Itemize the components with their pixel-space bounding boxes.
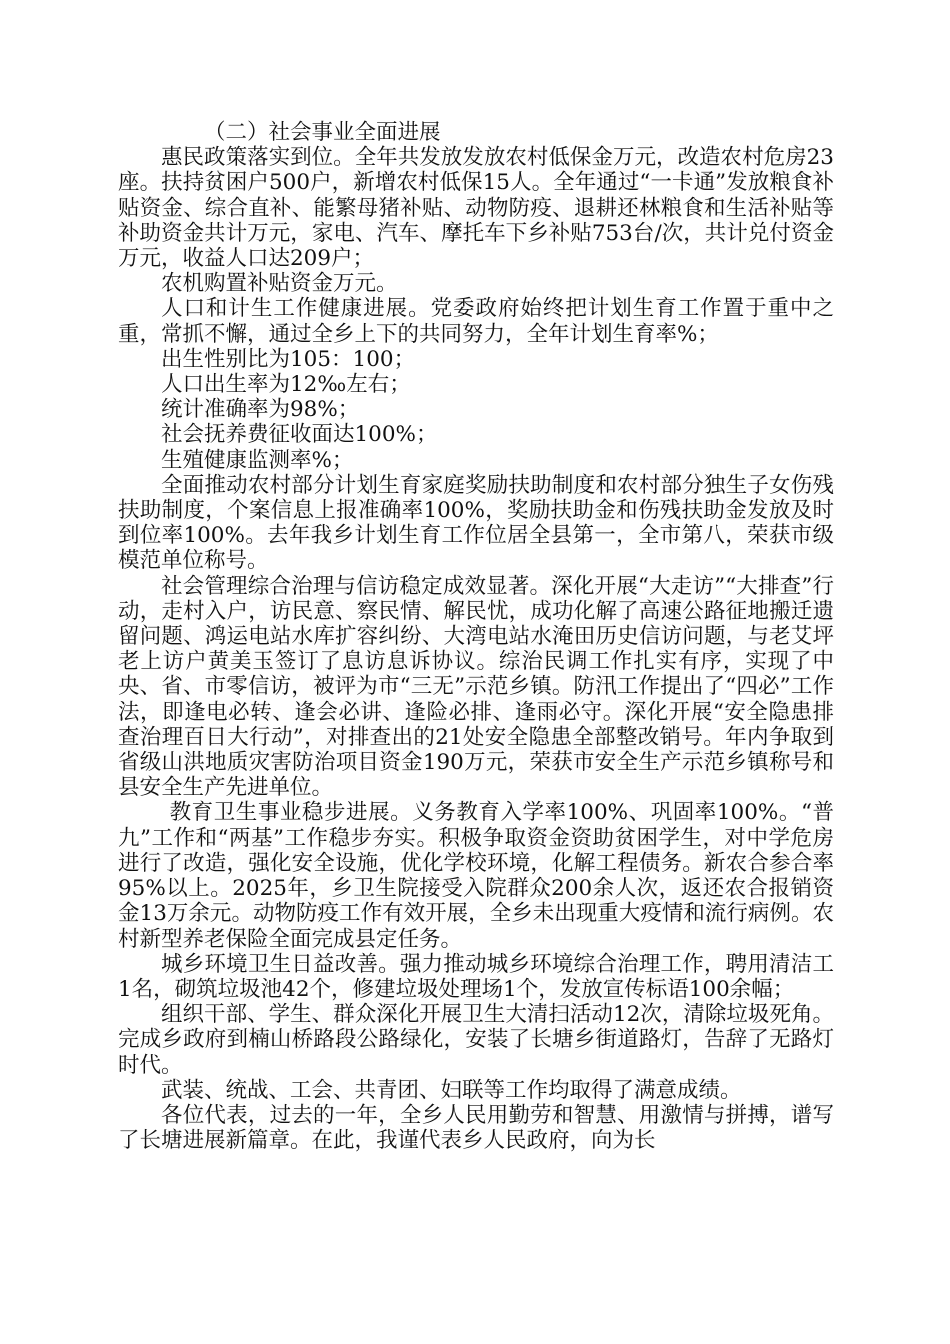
list-item-statistics-accuracy: 统计准确率为98%； bbox=[161, 397, 360, 423]
paragraph-policy: 惠民政策落实到位。全年共发放发放农村低保金万元，改造农村危房23座。扶持贫困户500户，新增农村低保15人。全年通过“一卡通”发放粮食补贴资金、综合直补、能繁母猪补贴、动物防疫、退耕还林粮食和生活补贴等补助资金共计万元，家电、汽车、摩托车下乡补贴753台/次，共计兑付资金万元，收益人口达209户； bbox=[118, 145, 834, 272]
section-heading: （二）社会事业全面进展 bbox=[204, 120, 441, 145]
paragraph-cleanup: 组织干部、学生、群众深化开展卫生大清扫活动12次，清除垃圾死角。完成乡政府到楠山桥路段公路绿化，安装了长塘乡街道路灯，告辞了无路灯时代。 bbox=[118, 1002, 834, 1078]
paragraph-family-planning: 人口和计生工作健康进展。党委政府始终把计划生育工作置于重中之重，常抓不懈，通过全乡上下的共同努力，全年计划生育率%； bbox=[118, 296, 834, 347]
paragraph-education-health: 教育卫生事业稳步进展。义务教育入学率100%、巩固率100%。“普九”工作和“两基”工作稳步夯实。积极争取资金资助贫困学生，对中学危房进行了改造，强化安全设施，优化学校环境，化解工程债务。新农合参合率95%以上。2025年，乡卫生院接受入院群众200余人次，返还农合报销资金13万余元。动物防疫工作有效开展，全乡未出现重大疫情和流行病例。农村新型养老保险全面完成县定任务。 bbox=[118, 800, 834, 952]
list-item-social-support-fee: 社会抚养费征收面达100%； bbox=[161, 422, 438, 448]
list-item-sex-ratio: 出生性别比为105：100； bbox=[161, 346, 416, 372]
list-item-birth-rate: 人口出生率为12‰左右； bbox=[161, 372, 411, 398]
paragraph-social-management: 社会管理综合治理与信访稳定成效显著。深化开展“大走访”“大排查”行动，走村入户，访民意、察民情、解民忧，成功化解了高速公路征地搬迁遗留问题、鸿运电站水库扩容纠纷、大湾电站水淹田历史信访问题，与老艾坪老上访户黄美玉签订了息访息诉协议。综治民调工作扎实有序，实现了中央、省、市零信访，被评为市“三无”示范乡镇。防汛工作提出了“四必”工作法，即逢电必转、逢会必讲、逢险必排、逢雨必守。深化开展“安全隐患排查治理百日大行动”，对排查出的21处安全隐患全部整改销号。年内争取到省级山洪地质灾害防治项目资金190万元，荣获市安全生产示范乡镇称号和县安全生产先进单位。 bbox=[118, 573, 834, 801]
paragraph-other-work: 武装、统战、工会、共青团、妇联等工作均取得了满意成绩。 bbox=[161, 1077, 742, 1103]
document-body bbox=[118, 120, 834, 1153]
paragraph-machinery-subsidy: 农机购置补贴资金万元。 bbox=[161, 271, 398, 297]
paragraph-environment: 城乡环境卫生日益改善。强力推动城乡环境综合治理工作，聘用清洁工1名，砌筑垃圾池42个，修建垃圾处理场1个，发放宣传标语100余幅； bbox=[118, 951, 834, 1002]
paragraph-reward-system: 全面推动农村部分计划生育家庭奖励扶助制度和农村部分独生子女伤残扶助制度，个案信息上报准确率100%，奖励扶助金和伤残扶助金发放及时到位率100%。去年我乡计划生育工作位居全县第一，全市第八，荣获市级模范单位称号。 bbox=[118, 472, 834, 574]
list-item-reproductive-health: 生殖健康监测率%； bbox=[161, 447, 354, 473]
paragraph-closing: 各位代表，过去的一年，全乡人民用勤劳和智慧、用激情与拼搏，谱写了长塘进展新篇章。在此，我谨代表乡人民政府，向为长 bbox=[118, 1102, 834, 1154]
